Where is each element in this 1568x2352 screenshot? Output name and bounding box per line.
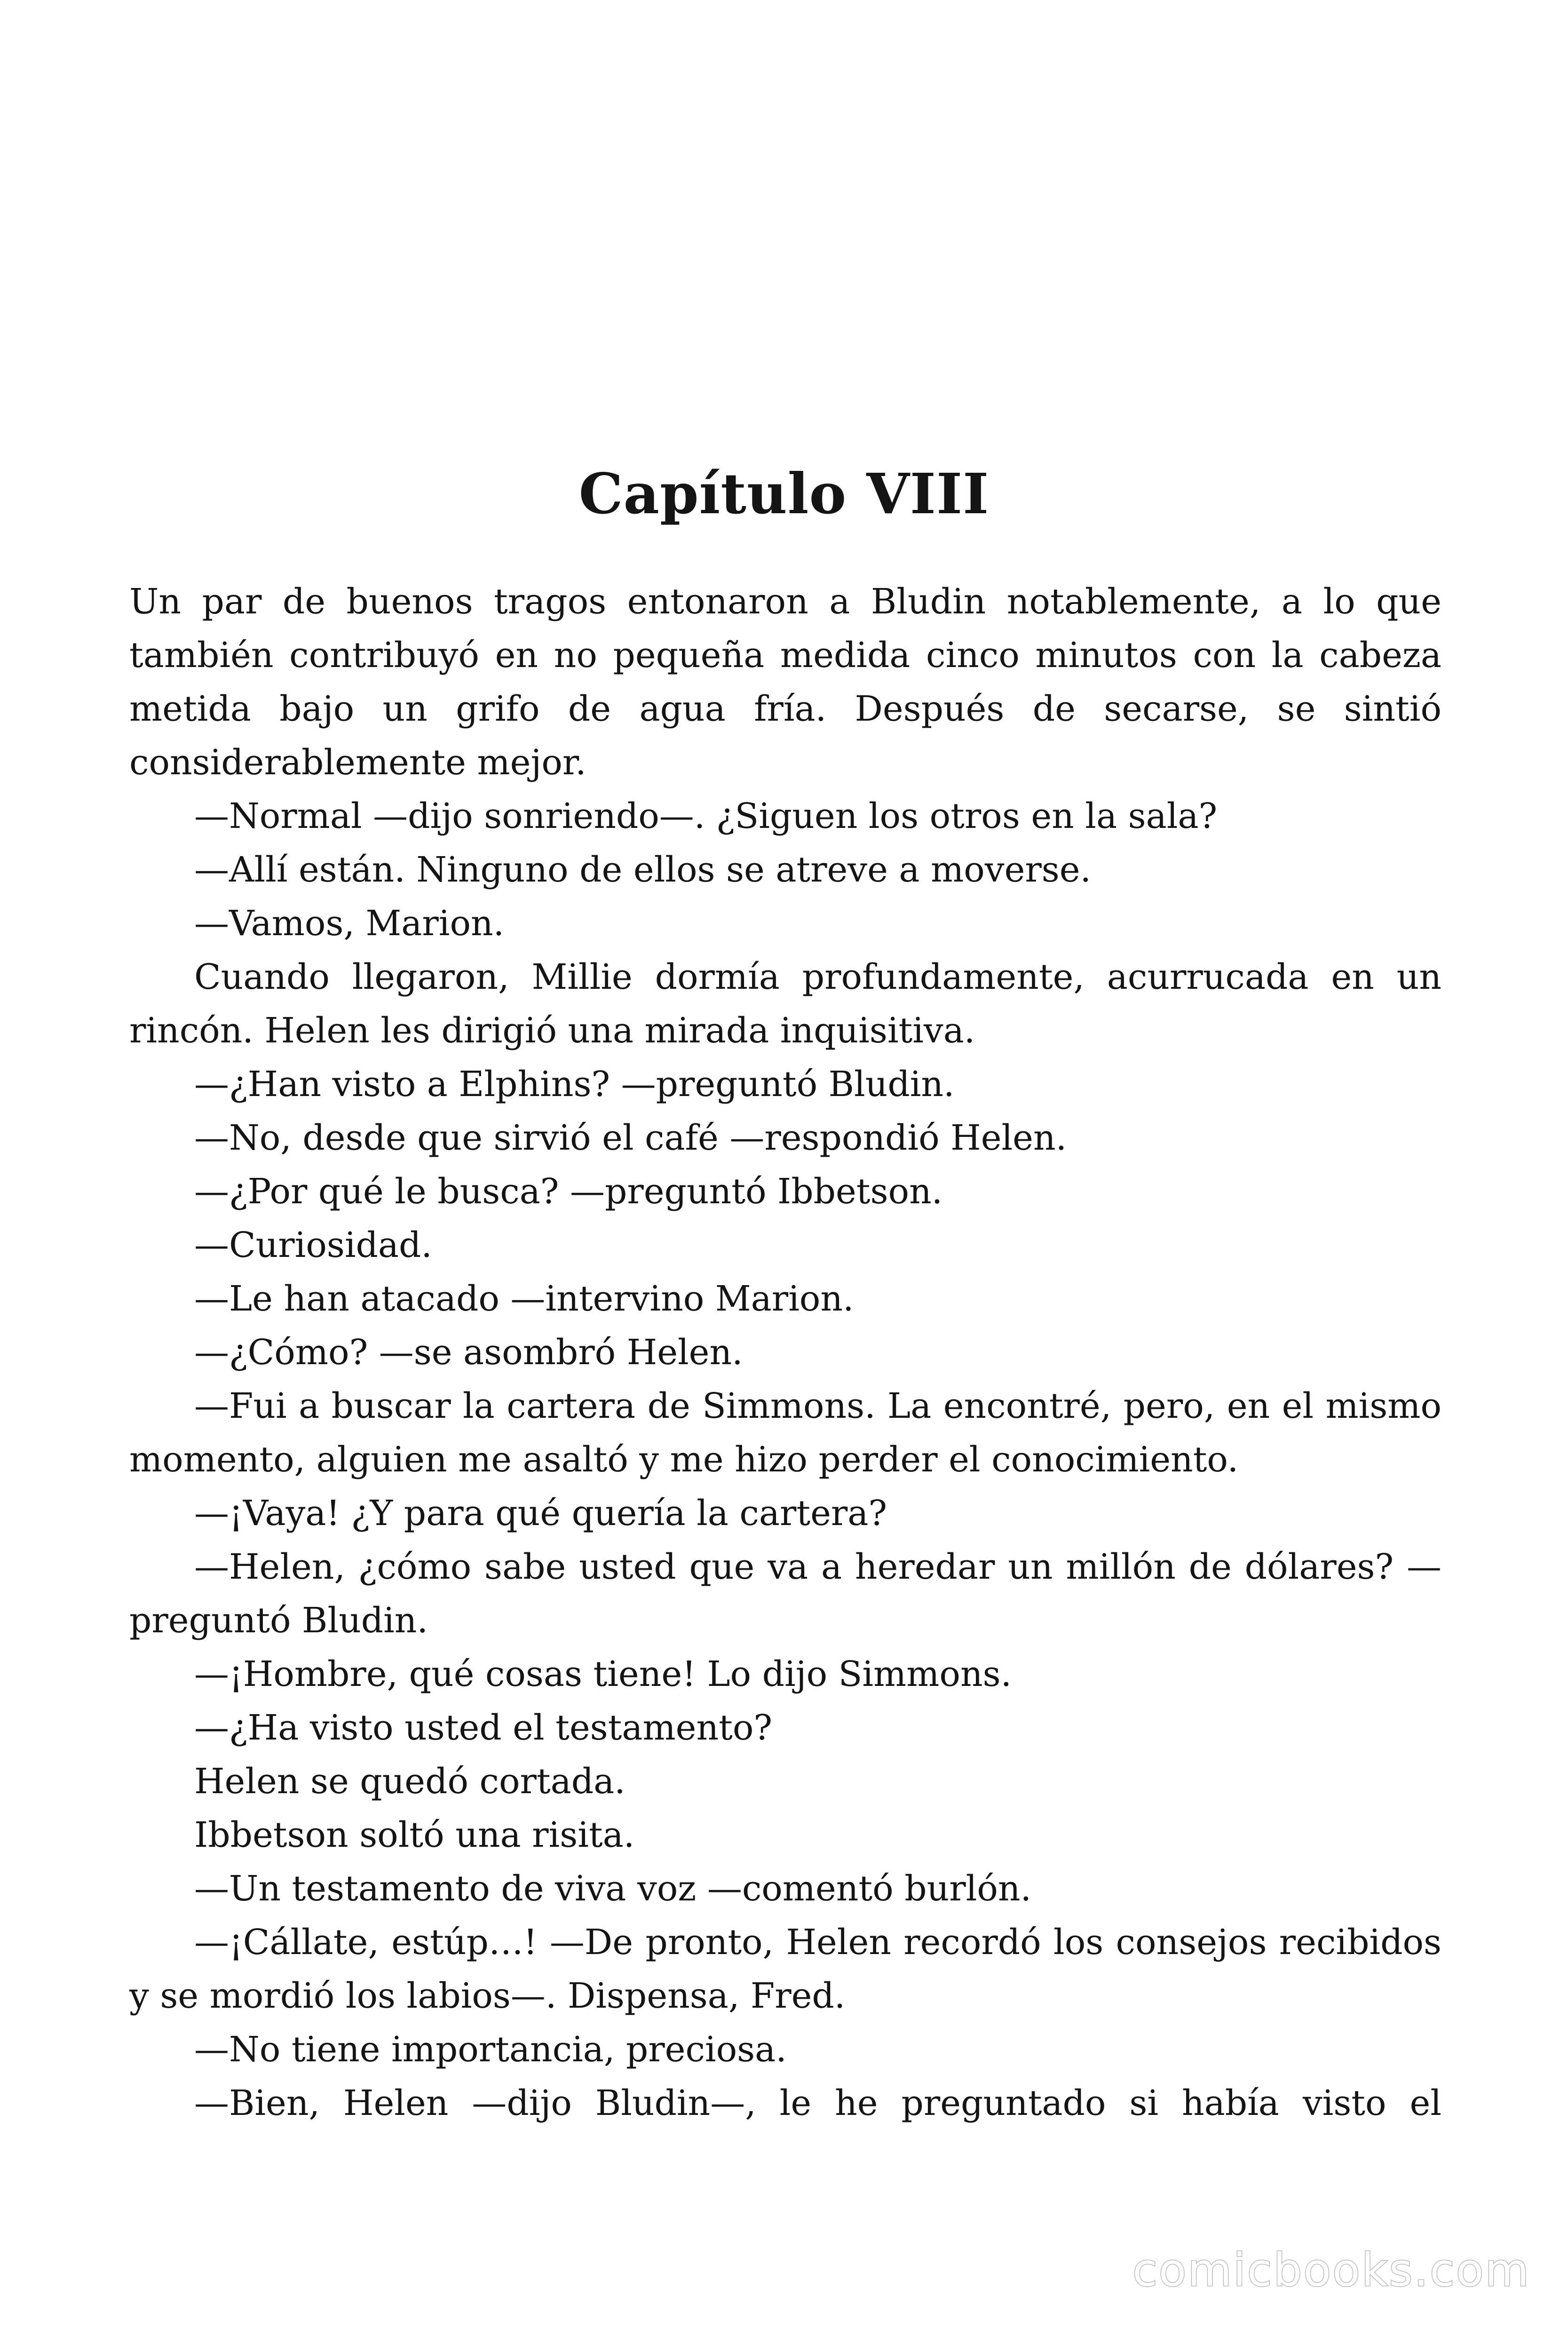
paragraph: —Un testamento de viva voz —comentó burlón. <box>194 1868 1032 1909</box>
paragraph: —Allí están. Ninguno de ellos se atreve a moverse. <box>194 850 1092 890</box>
paragraph: —Helen, ¿cómo sabe usted que va a heredar un millón de dólares? —preguntó Bludin. <box>129 1547 1441 1641</box>
paragraph: Un par de buenos tragos entonaron a Bludin notablemente, a lo que también contribuyó en no pequeña medida cinco minutos con la cabeza metida bajo un grifo de agua fría. Después de secarse, se sintió considerablemente mejor. <box>129 581 1441 783</box>
paragraph: —¿Ha visto usted el testamento? <box>194 1708 773 1748</box>
paragraph: Helen se quedó cortada. <box>194 1761 626 1802</box>
paragraph: —¡Cállate, estúp…! —De pronto, Helen recordó los consejos recibidos y se mordió los labios—. Dispensa, Fred. <box>129 1922 1441 2016</box>
paragraph-continued: —Bien, Helen —dijo Bludin—, le he preguntado si había visto el <box>194 2083 1441 2123</box>
paragraph: —¡Vaya! ¿Y para qué quería la cartera? <box>194 1493 887 1534</box>
paragraph: —Vamos, Marion. <box>194 903 505 944</box>
paragraph: Cuando llegaron, Millie dormía profundamente, acurrucada en un rincón. Helen les dirigió una mirada inquisitiva. <box>129 957 1441 1051</box>
paragraph: Ibbetson soltó una risita. <box>194 1815 635 1855</box>
chapter-title: Capítulo VIII <box>578 461 990 526</box>
paragraph: —No tiene importancia, preciosa. <box>194 2029 787 2070</box>
paragraph: —Curiosidad. <box>194 1225 432 1265</box>
paragraph: —Normal —dijo sonriendo—. ¿Siguen los otros en la sala? <box>194 796 1218 836</box>
paragraph: —¿Por qué le busca? —preguntó Ibbetson. <box>194 1171 943 1212</box>
chapter-body <box>129 575 1441 2130</box>
paragraph: —¡Hombre, qué cosas tiene! Lo dijo Simmons. <box>194 1654 1012 1694</box>
watermark-text: comicbooks.com <box>1132 2244 1530 2296</box>
paragraph: —¿Cómo? —se asombró Helen. <box>194 1332 743 1373</box>
paragraph: —¿Han visto a Elphins? —preguntó Bludin. <box>194 1064 955 1104</box>
paragraph: —Fui a buscar la cartera de Simmons. La encontré, pero, en el mismo momento, alguien me asaltó y me hizo perder el conocimiento. <box>129 1386 1441 1480</box>
paragraph: —No, desde que sirvió el café —respondió Helen. <box>194 1118 1067 1158</box>
paragraph: —Le han atacado —intervino Marion. <box>194 1279 854 1319</box>
